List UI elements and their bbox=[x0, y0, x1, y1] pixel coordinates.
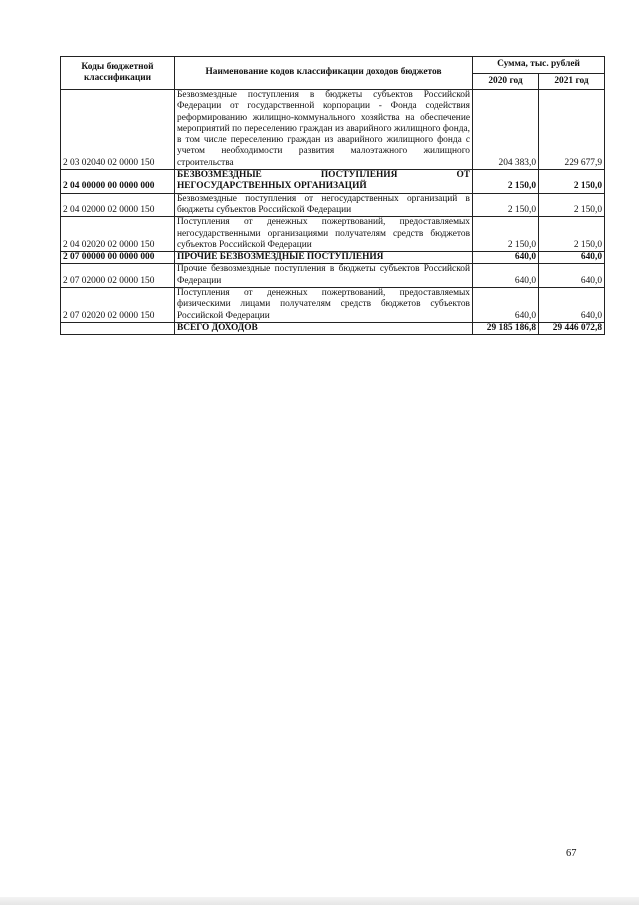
table-row bbox=[61, 90, 605, 170]
row-name: БЕЗВОЗМЕЗДНЫЕ ПОСТУПЛЕНИЯ ОТ НЕГОСУДАРСТВЕННЫХ ОРГАНИЗАЦИЙ bbox=[175, 170, 473, 194]
total-code-cell bbox=[61, 322, 175, 334]
header-name-column: Наименование кодов классификации доходов бюджетов bbox=[175, 57, 473, 90]
header-year-2021: 2021 год bbox=[539, 74, 605, 90]
row-name: Прочие безвозмездные поступления в бюджеты субъектов Российской Федерации bbox=[175, 264, 473, 288]
row-value-2020: 640,0 bbox=[473, 252, 539, 264]
row-value-2021: 2 150,0 bbox=[539, 193, 605, 217]
row-name: ПРОЧИЕ БЕЗВОЗМЕЗДНЫЕ ПОСТУПЛЕНИЯ bbox=[175, 252, 473, 264]
table-body bbox=[61, 90, 605, 323]
row-value-2020: 204 383,0 bbox=[473, 90, 539, 170]
row-value-2021: 2 150,0 bbox=[539, 217, 605, 252]
header-sum-column: Сумма, тыс. рублей bbox=[473, 57, 605, 74]
row-code: 2 07 00000 00 0000 000 bbox=[61, 252, 175, 264]
row-value-2021: 640,0 bbox=[539, 288, 605, 323]
page-number: 67 bbox=[566, 848, 577, 859]
total-row bbox=[61, 322, 605, 334]
row-code: 2 03 02040 02 0000 150 bbox=[61, 90, 175, 170]
row-value-2020: 2 150,0 bbox=[473, 217, 539, 252]
row-value-2021: 2 150,0 bbox=[539, 170, 605, 194]
total-value-2021: 29 446 072,8 bbox=[539, 322, 605, 334]
row-code: 2 07 02020 02 0000 150 bbox=[61, 288, 175, 323]
scan-bottom-edge bbox=[0, 897, 639, 905]
budget-revenue-table bbox=[60, 56, 605, 335]
table-row bbox=[61, 252, 605, 264]
table-row bbox=[61, 288, 605, 323]
header-year-2020: 2020 год bbox=[473, 74, 539, 90]
row-name: Поступления от денежных пожертвований, предоставляемых негосударственными организациями получателям средств бюджетов субъектов Российской Федерации bbox=[175, 217, 473, 252]
row-code: 2 04 02020 02 0000 150 bbox=[61, 217, 175, 252]
row-value-2021: 229 677,9 bbox=[539, 90, 605, 170]
total-value-2020: 29 185 186,8 bbox=[473, 322, 539, 334]
row-value-2021: 640,0 bbox=[539, 252, 605, 264]
row-value-2020: 640,0 bbox=[473, 264, 539, 288]
row-name: Поступления от денежных пожертвований, предоставляемых физическими лицами получателям средств бюджетов субъектов Российской Федерации bbox=[175, 288, 473, 323]
header-code-column: Коды бюджетной классификации bbox=[61, 57, 175, 90]
row-value-2020: 2 150,0 bbox=[473, 170, 539, 194]
table-row bbox=[61, 193, 605, 217]
table-row bbox=[61, 264, 605, 288]
row-code: 2 04 02000 02 0000 150 bbox=[61, 193, 175, 217]
row-code: 2 07 02000 02 0000 150 bbox=[61, 264, 175, 288]
table-row bbox=[61, 170, 605, 194]
table-row bbox=[61, 217, 605, 252]
row-name: Безвозмездные поступления от негосударственных организаций в бюджеты субъектов Российской Федерации bbox=[175, 193, 473, 217]
row-name: Безвозмездные поступления в бюджеты субъектов Российской Федерации от государственной корпорации - Фонда содействия реформированию жилищно-коммунального хозяйства на обеспечение мероприятий по переселению граждан из аварийного жилищного фонда, в том числе переселению граждан из аварийного жилищного фонда с учетом необходимости развития малоэтажного жилищного строительства bbox=[175, 90, 473, 170]
row-value-2020: 2 150,0 bbox=[473, 193, 539, 217]
row-value-2021: 640,0 bbox=[539, 264, 605, 288]
row-value-2020: 640,0 bbox=[473, 288, 539, 323]
total-label: ВСЕГО ДОХОДОВ bbox=[175, 322, 473, 334]
row-code: 2 04 00000 00 0000 000 bbox=[61, 170, 175, 194]
